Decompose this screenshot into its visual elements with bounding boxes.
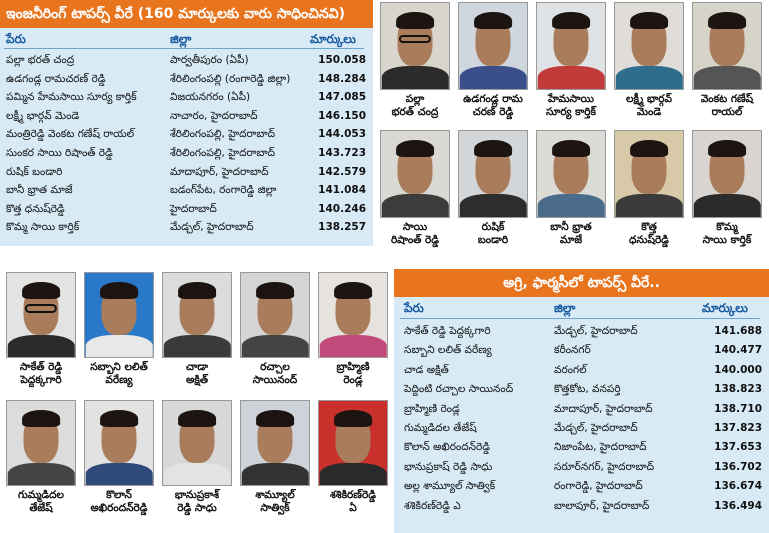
agri-row-district: బాలాపూర్, హైదరాబాద్ bbox=[554, 499, 650, 512]
agri-row-district: సరూర్‌నగర్, హైదరాబాద్ bbox=[554, 460, 654, 473]
glasses-icon bbox=[25, 304, 57, 313]
engineering-topper-card bbox=[456, 130, 530, 258]
topper-name-line2: అఖిరందన్‌రెడ్డి bbox=[90, 502, 148, 514]
topper-name-line2: భరత్ చంద్ర bbox=[391, 106, 439, 118]
engineering-row-name: రుషిక్ బండారి bbox=[6, 165, 63, 178]
agri-row-name: అల్ల శామ్యూల్ సాత్విక్ bbox=[404, 480, 496, 493]
engineering-row-marks: 141.084 bbox=[318, 184, 366, 197]
engineering-row-district: నాచారం, హైదరాబాద్ bbox=[170, 109, 258, 122]
topper-name-line1: లక్ష్మీ భార్గవ్ bbox=[626, 93, 672, 105]
engineering-section bbox=[0, 0, 769, 262]
engineering-row-marks: 143.723 bbox=[318, 147, 366, 159]
engineering-row-marks: 140.246 bbox=[318, 202, 366, 215]
engineering-row-district: విజయనగరం (ఏపీ) bbox=[170, 91, 251, 104]
agri-banner: అగ్రి, ఫార్మసీలో టాపర్స్ వీరే.. bbox=[394, 269, 769, 297]
portrait-photo bbox=[380, 2, 450, 90]
topper-name-line1: రుషిక్ bbox=[481, 221, 505, 233]
portrait-photo bbox=[318, 400, 388, 486]
agri-topper-card bbox=[160, 400, 234, 528]
portrait-photo bbox=[84, 400, 154, 486]
agri-header-marks: మార్కులు bbox=[702, 301, 748, 315]
engineering-topper-card bbox=[378, 130, 452, 258]
engineering-row-name: ఉడగండ్ల రామచరణ్ రెడ్డి bbox=[6, 72, 106, 85]
engineering-row-district: శేరిలింగంపల్లి, హైదరాబాద్ bbox=[170, 128, 275, 141]
engineering-photo-grid bbox=[378, 2, 769, 260]
agri-row-name: బ్రాహ్మిణి రెండ్ల bbox=[404, 402, 460, 415]
agri-row-marks: 140.477 bbox=[714, 344, 762, 357]
portrait-photo bbox=[240, 272, 310, 358]
engineering-table bbox=[0, 28, 373, 246]
glasses-icon bbox=[399, 35, 431, 44]
topper-name-line2: రెడ్డి సాధు bbox=[177, 502, 217, 514]
topper-name-line2: సాయి కార్తిక్ bbox=[702, 234, 752, 246]
agri-row-district: రంగారెడ్డి, హైదరాబాద్ bbox=[554, 480, 643, 493]
agri-row-marks: 137.823 bbox=[714, 422, 762, 434]
agri-row-name: పెద్దింటి రచ్చాల సాయినంద్ bbox=[404, 383, 514, 396]
agri-row-marks: 136.674 bbox=[714, 480, 762, 493]
engineering-row-name: లక్ష్మీ భార్గవ్ మెండె bbox=[6, 109, 80, 122]
agri-topper-card bbox=[82, 272, 156, 400]
engineering-row-district: శేరిలింగంపల్లి (రంగారెడ్డి జిల్లా) bbox=[170, 72, 291, 85]
topper-name-line2: రాయల్ bbox=[711, 106, 743, 118]
agri-row-name: చాడ అక్షిత్ bbox=[404, 363, 449, 376]
topper-name-line2: తేజేష్ bbox=[29, 502, 53, 514]
engineering-topper-card bbox=[612, 2, 686, 130]
topper-name-line1: బానీ భ్రాత bbox=[550, 221, 592, 233]
topper-name-line1: బ్రాహ్మిణి bbox=[336, 361, 370, 373]
agri-row-district: కరీంనగర్ bbox=[554, 344, 591, 357]
engineering-header-marks: మార్కులు bbox=[310, 32, 356, 46]
engineering-row-name: పల్లా భరత్ చంద్ర bbox=[6, 54, 75, 66]
agri-topper-card bbox=[316, 272, 390, 400]
engineering-row-district: మేడ్చల్, హైదరాబాద్ bbox=[170, 221, 254, 234]
portrait-photo bbox=[692, 2, 762, 90]
agri-topper-card bbox=[316, 400, 390, 528]
agri-topper-card bbox=[160, 272, 234, 400]
agri-row-name: కొలాన్ అఖిరందన్‌రెడ్డి bbox=[404, 441, 491, 454]
engineering-row-marks: 148.284 bbox=[318, 72, 366, 85]
topper-name-line2: రెండ్ల bbox=[343, 374, 363, 386]
engineering-topper-card bbox=[612, 130, 686, 258]
agri-header-divider bbox=[400, 318, 760, 319]
engineering-row-name: కొమ్మ సాయి కార్తిక్ bbox=[6, 221, 80, 234]
agri-row-marks: 138.710 bbox=[714, 402, 762, 415]
portrait-photo bbox=[6, 272, 76, 358]
agri-topper-card bbox=[238, 400, 312, 528]
topper-name-line1: పల్లా bbox=[405, 93, 425, 105]
topper-name-line1: హేమసాయి bbox=[548, 93, 594, 105]
engineering-row-name: సుంకర సాయి రిషాంత్ రెడ్డి bbox=[6, 147, 113, 159]
agri-row-name: భానుప్రకాష్ రెడ్డి సాధు bbox=[404, 460, 493, 473]
topper-name-line1: కొలాన్ bbox=[106, 489, 132, 501]
engineering-row-name: కొత్త ధనుష్‌రెడ్డి bbox=[6, 202, 65, 215]
agri-row-name: సబ్బాని లలిత్ వరేణ్య bbox=[404, 344, 492, 357]
portrait-photo bbox=[614, 130, 684, 218]
agri-section bbox=[0, 266, 769, 533]
topper-name-line2: రిషాంత్ రెడ్డి bbox=[390, 234, 440, 246]
topper-name-line1: శశికిరణ్‌రెడ్డి bbox=[330, 489, 376, 501]
engineering-row-district: హైదరాబాద్ bbox=[170, 202, 217, 215]
topper-name-line2: మెండె bbox=[636, 106, 662, 118]
engineering-row-marks: 146.150 bbox=[318, 109, 366, 122]
agri-row-district: నిజాంపేట, హైదరాబాద్ bbox=[554, 441, 647, 454]
engineering-row-district: మాదాపూర్, హైదరాబాద్ bbox=[170, 165, 269, 178]
agri-photo-grid bbox=[4, 272, 392, 530]
agri-header-name: పేరు bbox=[404, 301, 424, 315]
agri-table bbox=[394, 297, 769, 533]
topper-name-line1: సాయి bbox=[402, 221, 428, 233]
portrait-photo bbox=[162, 400, 232, 486]
topper-name-line1: ఉడగండ్ల రామ bbox=[463, 93, 523, 105]
agri-topper-card bbox=[4, 400, 78, 528]
topper-name-line2: సాయినంద్ bbox=[252, 374, 298, 386]
topper-name-line2: బండారి bbox=[477, 234, 509, 246]
engineering-row-name: మంత్రిరెడ్డి వెంకట గణేష్ రాయల్ bbox=[6, 128, 135, 141]
engineering-row-marks: 150.058 bbox=[318, 54, 366, 66]
topper-name-line1: సబ్బాని లలిత్ bbox=[90, 361, 148, 373]
agri-row-marks: 136.494 bbox=[714, 499, 762, 512]
topper-name-line2: చరణ్ రెడ్డి bbox=[472, 106, 514, 118]
portrait-photo bbox=[6, 400, 76, 486]
agri-header-district: జిల్లా bbox=[554, 301, 576, 315]
engineering-header-divider bbox=[4, 48, 364, 49]
topper-name-line2: సూర్య కార్తిక్ bbox=[546, 106, 596, 118]
engineering-topper-card bbox=[690, 2, 764, 130]
engineering-topper-card bbox=[690, 130, 764, 258]
engineering-row-marks: 142.579 bbox=[318, 165, 366, 178]
topper-name-line1: గుమ్మడిదల bbox=[18, 489, 64, 501]
agri-row-marks: 140.000 bbox=[714, 363, 762, 376]
engineering-row-district: పార్వతీపురం (ఏపీ) bbox=[170, 54, 249, 66]
agri-topper-card bbox=[238, 272, 312, 400]
topper-name-line1: శామ్యూల్ bbox=[255, 489, 295, 501]
engineering-banner: ఇంజనీరింగ్ టాపర్స్ వీరే (160 మార్కులకు వారు సాధించినవి) bbox=[0, 0, 373, 28]
portrait-photo bbox=[162, 272, 232, 358]
agri-row-marks: 137.653 bbox=[714, 441, 762, 454]
topper-name-line1: సాకేత్ రెడ్డి bbox=[19, 361, 63, 373]
agri-row-district: మేడ్చల్, హైదరాబాద్ bbox=[554, 325, 638, 337]
portrait-photo bbox=[458, 2, 528, 90]
agri-row-marks: 141.688 bbox=[714, 325, 762, 337]
topper-name-line1: చాడా bbox=[185, 361, 209, 373]
engineering-row-name: పమ్మిన హేమసాయి సూర్య కార్తిక్ bbox=[6, 91, 137, 104]
engineering-topper-card bbox=[378, 2, 452, 130]
agri-row-name: గుమ్మడిదల తేజేష్ bbox=[404, 422, 477, 434]
topper-name-line1: భానుప్రకాశ్ bbox=[174, 489, 220, 501]
portrait-photo bbox=[318, 272, 388, 358]
agri-row-district: మేడ్చల్, హైదరాబాద్ bbox=[554, 422, 638, 434]
engineering-row-district: బడంగ్‌పేట, రంగారెడ్డి జిల్లా bbox=[170, 184, 277, 197]
topper-name-line2: ధనుష్‌రెడ్డి bbox=[629, 234, 669, 246]
topper-name-line2: వరేణ్య bbox=[105, 374, 133, 386]
engineering-header-name: పేరు bbox=[6, 32, 26, 46]
portrait-photo bbox=[692, 130, 762, 218]
engineering-topper-card bbox=[534, 130, 608, 258]
engineering-row-marks: 138.257 bbox=[318, 221, 366, 234]
agri-row-district: కొత్తకోట, వనపర్తి bbox=[554, 383, 621, 396]
portrait-photo bbox=[240, 400, 310, 486]
topper-name-line1: రచ్చాల bbox=[260, 361, 290, 373]
agri-row-district: మాదాపూర్, హైదరాబాద్ bbox=[554, 402, 653, 415]
engineering-row-district: శేరిలింగంపల్లి, హైదరాబాద్ bbox=[170, 147, 275, 159]
engineering-header-district: జిల్లా bbox=[170, 32, 192, 46]
topper-name-line2: ఏ bbox=[349, 502, 357, 514]
topper-name-line2: మాజే bbox=[559, 234, 583, 246]
engineering-topper-card bbox=[534, 2, 608, 130]
topper-name-line2: పెద్దక్కగారి bbox=[20, 374, 62, 386]
agri-topper-card bbox=[82, 400, 156, 528]
topper-name-line2: అక్షిత్ bbox=[185, 374, 209, 386]
topper-name-line1: వెంకట గణేష్ bbox=[700, 93, 754, 105]
portrait-photo bbox=[84, 272, 154, 358]
portrait-photo bbox=[458, 130, 528, 218]
engineering-topper-card bbox=[456, 2, 530, 130]
agri-row-name: సాకేత్ రెడ్డి పెద్దక్కగారి bbox=[404, 325, 491, 337]
topper-name-line1: కొమ్మ bbox=[716, 221, 738, 233]
portrait-photo bbox=[536, 130, 606, 218]
topper-name-line1: కొత్త bbox=[641, 221, 657, 233]
topper-name-line2: సాత్విక్ bbox=[260, 502, 290, 514]
engineering-row-marks: 144.053 bbox=[318, 128, 366, 141]
engineering-row-name: బానీ భ్రాత మాజే bbox=[6, 184, 73, 197]
portrait-photo bbox=[614, 2, 684, 90]
portrait-photo bbox=[380, 130, 450, 218]
agri-row-district: వరంగల్ bbox=[554, 363, 587, 376]
engineering-row-marks: 147.085 bbox=[318, 91, 366, 104]
agri-row-marks: 138.823 bbox=[714, 383, 762, 396]
agri-row-marks: 136.702 bbox=[714, 460, 762, 473]
portrait-photo bbox=[536, 2, 606, 90]
agri-topper-card bbox=[4, 272, 78, 400]
agri-row-name: శశికిరణ్‌రెడ్డి ఎ bbox=[404, 499, 461, 512]
